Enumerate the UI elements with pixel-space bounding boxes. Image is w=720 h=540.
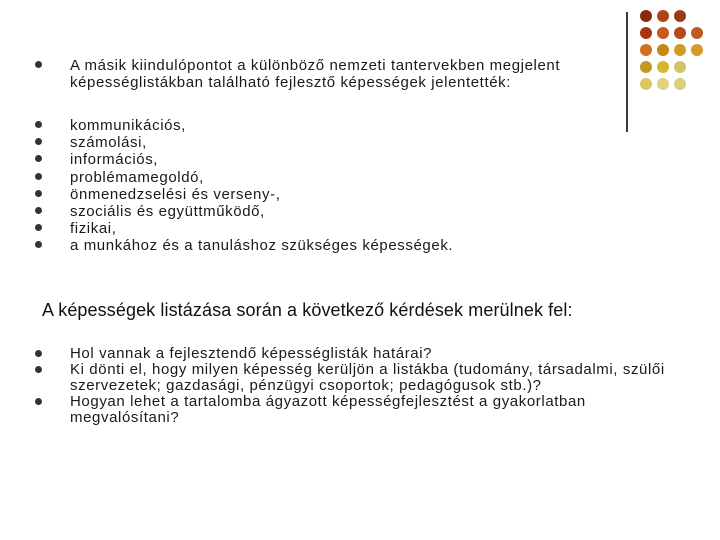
skills-list (70, 117, 610, 255)
decorative-divider-line (626, 12, 628, 132)
bullet-icon (35, 398, 42, 405)
bullet-icon (35, 190, 42, 197)
decorative-dot (640, 27, 652, 39)
decorative-dot (657, 27, 669, 39)
skill-item (70, 203, 610, 220)
decorative-dot (640, 44, 652, 56)
bullet-icon (35, 138, 42, 145)
bullet-icon (35, 121, 42, 128)
skill-text: fizikai, (70, 220, 117, 238)
bullet-icon (35, 366, 42, 373)
decorative-dot (674, 44, 686, 56)
skill-item (70, 117, 610, 134)
decorative-dot (640, 10, 652, 22)
question-text: Hol vannak a fejlesztendő képességlisták határai? (70, 345, 433, 362)
decorative-dot (691, 27, 703, 39)
bullet-icon (35, 173, 42, 180)
decorative-dot (657, 44, 669, 56)
questions-list (70, 346, 670, 426)
intro-list (70, 57, 610, 91)
bullet-icon (35, 155, 42, 162)
decorative-dot (640, 61, 652, 73)
decorative-dot (691, 44, 703, 56)
decorative-dot (640, 78, 652, 90)
skill-item (70, 220, 610, 237)
decorative-dot (674, 27, 686, 39)
skill-text: információs, (70, 151, 159, 169)
bullet-icon (35, 207, 42, 214)
decorative-dot (674, 61, 686, 73)
intro-item (70, 57, 610, 91)
intro-text: A másik kiindulópontot a különböző nemzeti tantervekben megjelent képességlistákban található fejlesztő képességek jelentették: (70, 57, 561, 91)
skill-item (70, 169, 610, 186)
question-item (70, 362, 670, 394)
skill-item (70, 237, 610, 254)
question-item (70, 394, 670, 426)
skill-text: számolási, (70, 134, 147, 152)
question-text: Hogyan lehet a tartalomba ágyazott képességfejlesztést a gyakorlatban megvalósítani? (70, 393, 586, 426)
bullet-icon (35, 241, 42, 248)
skill-item (70, 151, 610, 168)
decorative-dot (657, 61, 669, 73)
question-text: Ki dönti el, hogy milyen képesség kerüljön a listákba (tudomány, társadalmi, szülői szervezetek; gazdasági, pénzügyi csoportok; pedagógusok stb.)? (70, 361, 665, 394)
bullet-icon (35, 350, 42, 357)
skill-text: kommunikációs, (70, 117, 186, 134)
decorative-dot (674, 10, 686, 22)
skill-text: önmenedzselési és verseny-, (70, 185, 281, 203)
skill-item (70, 134, 610, 151)
decorative-dot (657, 10, 669, 22)
skill-item (70, 186, 610, 203)
bullet-icon (35, 61, 42, 68)
bullet-icon (35, 224, 42, 231)
section-heading: A képességek listázása során a következő kérdések merülnek fel: (42, 300, 573, 320)
skill-text: szociális és együttműködő, (70, 202, 265, 220)
skill-text: problémamegoldó, (70, 168, 204, 186)
question-item (70, 346, 670, 362)
skill-text: a munkához és a tanuláshoz szükséges képességek. (70, 237, 454, 255)
decorative-dot (657, 78, 669, 90)
decorative-dot (674, 78, 686, 90)
